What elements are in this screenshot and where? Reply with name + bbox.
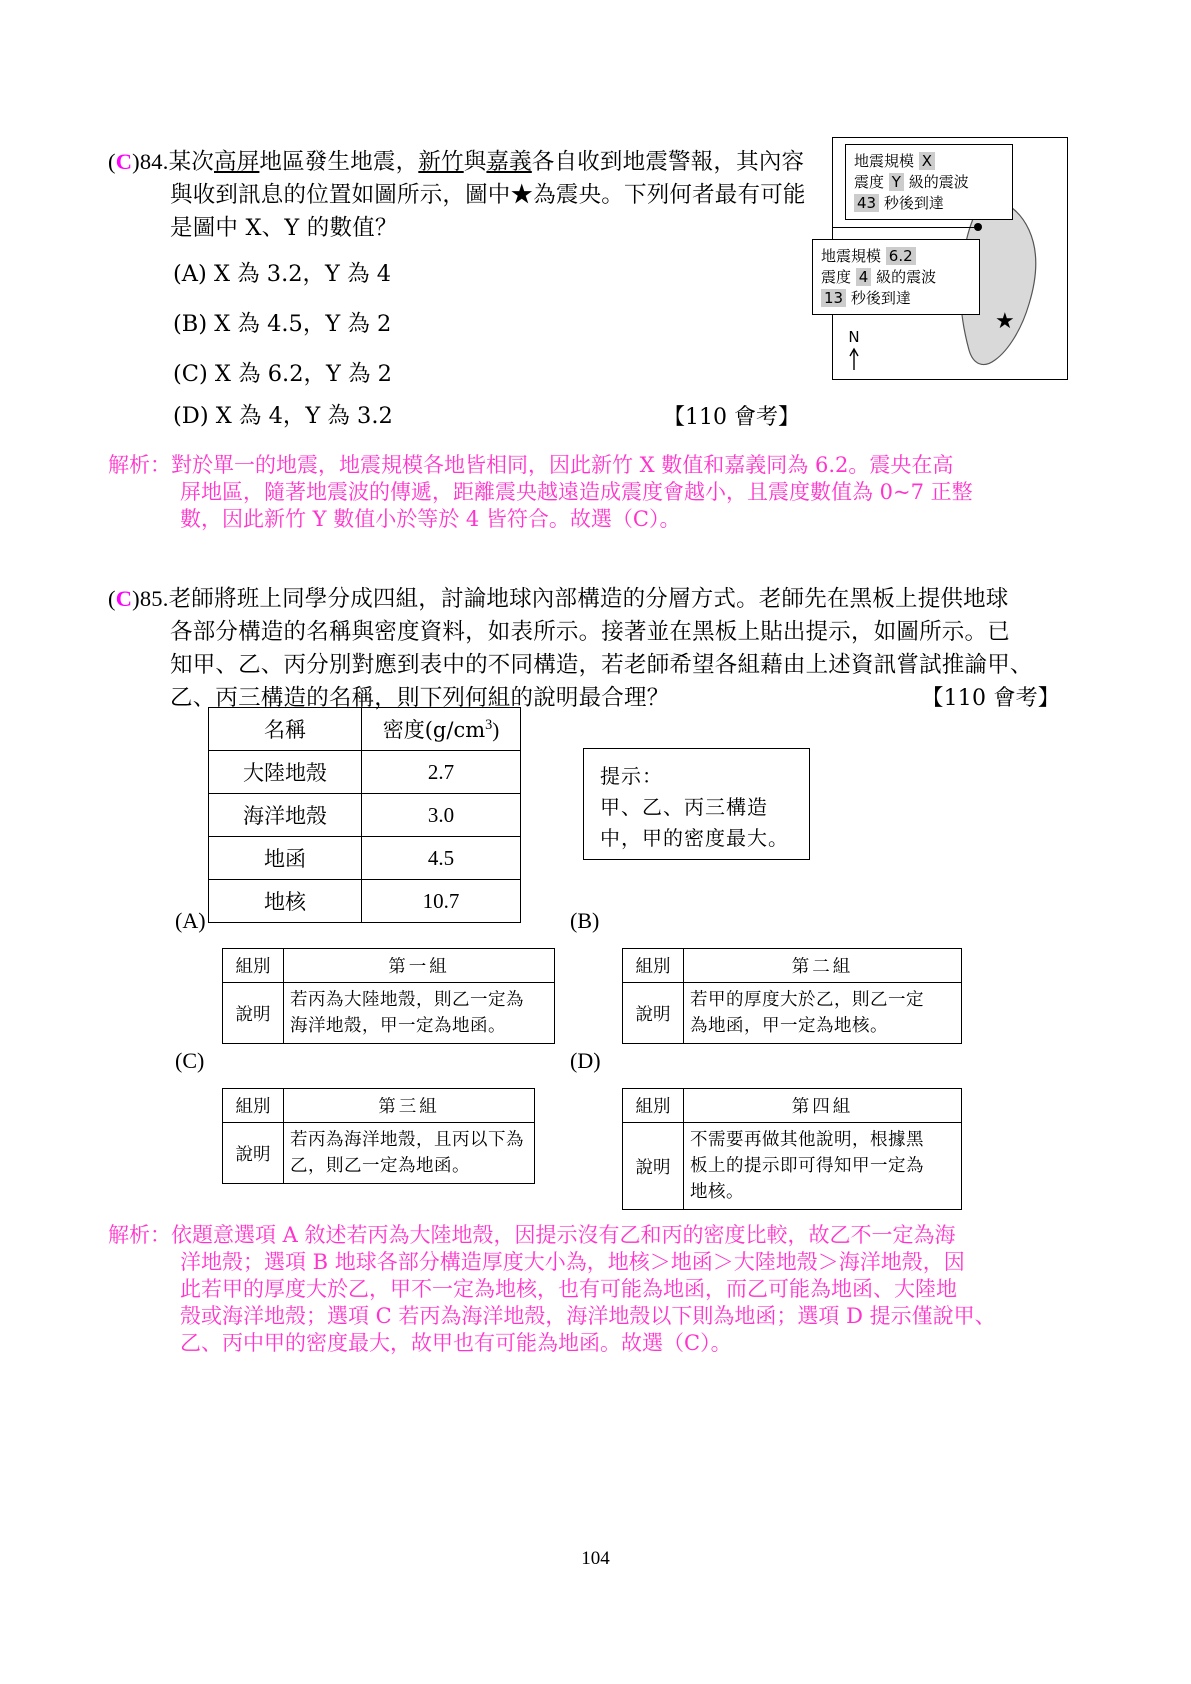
choice-b-desc-header: 說明 <box>623 983 684 1044</box>
choice-a-desc-header: 說明 <box>223 983 284 1044</box>
choice-d-desc-line-1: 不需要再做其他說明，根據黑 <box>690 1130 924 1150</box>
question-84-stem-line-1 <box>108 145 848 179</box>
choice-b-group-table[interactable] <box>622 948 962 1044</box>
callout-top-seconds-suffix: 秒後到達 <box>883 194 944 212</box>
q84-number: 84. <box>139 149 169 174</box>
density-row-3-value: 10.7 <box>362 880 521 923</box>
q85-explanation-line-3: 此若甲的厚度大於乙，甲不一定為地核，也有可能為地函，而乙可能為地函、大陸地 <box>180 1277 957 1301</box>
choice-c-label: (C) <box>175 1048 205 1073</box>
choice-d-key-header: 組別 <box>623 1089 684 1123</box>
q85-explanation-line-5: 乙、丙中甲的密度最大，故甲也有可能為地函。故選（C）。 <box>180 1331 732 1355</box>
callout-top-intensity-value: Y <box>889 173 904 191</box>
question-85-stem-line-1 <box>108 582 1108 616</box>
callout-top-seconds-value: 43 <box>854 194 879 212</box>
density-table-header-row <box>209 708 521 751</box>
callout-bottom-intensity-label: 震度 <box>821 268 852 286</box>
callout-top-line-2 <box>854 172 1004 193</box>
question-84-option-b[interactable]: (B) X 為 4.5，Y 為 2 <box>173 311 392 337</box>
choice-b-title: 第二組 <box>684 949 962 983</box>
density-row-2-name: 地函 <box>209 837 362 880</box>
page-number: 104 <box>581 1548 610 1569</box>
choice-d-group-table[interactable] <box>622 1088 962 1210</box>
table-row <box>223 1123 535 1184</box>
question-85-stem-line-4: 乙、丙三構造的名稱，則下列何組的說明最合理？ <box>170 685 670 711</box>
table-row <box>209 794 521 837</box>
table-row <box>223 983 555 1044</box>
q84-explanation-line-2: 屏地區，隨著地震波的傳遞，距離震央越遠造成震度會越小，且震度數值為 0~7 正整 <box>180 480 973 504</box>
table-row <box>223 949 555 983</box>
choice-a-label: (A) <box>175 908 206 933</box>
choice-c-desc-line-1: 若丙為海洋地殼，且丙以下為 <box>290 1130 524 1150</box>
density-header-post: ) <box>492 718 500 742</box>
callout-bottom-magnitude-label: 地震規模 <box>821 247 882 265</box>
choice-b-desc-line-1: 若甲的厚度大於乙，則乙一定 <box>690 990 924 1010</box>
q85-explanation-line-2: 洋地殼；選項 B 地球各部分構造厚度大小為，地核＞地函＞大陸地殼＞海洋地殼，因 <box>180 1250 965 1274</box>
callout-bottom-seconds-value: 13 <box>821 289 846 307</box>
alert-callout-hsinchu <box>845 144 1013 220</box>
hint-line-3: 中，甲的密度最大。 <box>600 826 789 850</box>
callout-bottom-magnitude-value: 6.2 <box>886 247 916 265</box>
choice-a-key-header: 組別 <box>223 949 284 983</box>
choice-b-desc-line-2: 為地函，甲一定為地核。 <box>690 1016 888 1036</box>
q85-paren-close: ) <box>132 586 140 611</box>
choice-d-desc <box>684 1123 962 1210</box>
callout-top-line-1 <box>854 151 1004 172</box>
choice-d-title: 第四組 <box>684 1089 962 1123</box>
alert-callout-chiayi <box>812 239 980 315</box>
q84-answer-mark: C <box>115 149 133 174</box>
blackboard-hint-box <box>583 748 810 860</box>
choice-a-group-table[interactable] <box>222 948 555 1044</box>
density-table-header-name: 名稱 <box>209 708 362 751</box>
north-letter: N <box>848 328 860 346</box>
question-84-stem-line-2: 與收到訊息的位置如圖所示，圖中★為震央。下列何者最有可能 <box>170 182 806 208</box>
choice-c-group-table[interactable] <box>222 1088 535 1184</box>
q85-number: 85. <box>139 586 169 611</box>
table-row <box>623 949 962 983</box>
question-85-stem-line-2: 各部分構造的名稱與密度資料，如表所示。接著並在黑板上貼出提示，如圖所示。已 <box>170 619 1010 645</box>
q85-explanation-line-1: 依題意選項 A 敘述若丙為大陸地殼，因提示沒有乙和丙的密度比較，故乙不一定為海 <box>171 1223 956 1247</box>
q84-paren-close: ) <box>132 149 140 174</box>
hint-line-2: 甲、乙、丙三構造 <box>600 795 768 819</box>
choice-c-key-header: 組別 <box>223 1089 284 1123</box>
choice-b-key-header: 組別 <box>623 949 684 983</box>
density-table <box>208 707 521 923</box>
q84-stem-u2: 新竹 <box>418 149 464 175</box>
choice-c-desc <box>284 1123 535 1184</box>
question-84-source: 【110 會考】 <box>663 405 800 430</box>
density-row-3-name: 地核 <box>209 880 362 923</box>
q84-explanation-line-1: 對於單一的地震，地震規模各地皆相同，因此新竹 X 數值和嘉義同為 6.2。震央在高 <box>171 453 954 477</box>
choice-a-desc <box>284 983 555 1044</box>
density-header-sup: 3 <box>485 717 493 733</box>
choice-d-label: (D) <box>570 1048 601 1073</box>
choice-a-title: 第一組 <box>284 949 555 983</box>
q85-explanation-line-4: 殼或海洋地殼；選項 C 若丙為海洋地殼，海洋地殼以下則為地函；選項 D 提示僅說甲、 <box>180 1304 996 1328</box>
choice-c-desc-header: 說明 <box>223 1123 284 1184</box>
callout-top-intensity-suffix: 級的震波 <box>908 173 969 191</box>
table-row <box>623 1123 962 1210</box>
callout-top-intensity-label: 震度 <box>854 173 885 191</box>
question-84 <box>108 145 848 245</box>
table-row <box>209 837 521 880</box>
question-84-option-d[interactable]: (D) X 為 4，Y 為 3.2 <box>173 403 393 429</box>
callout-bottom-seconds-suffix: 秒後到達 <box>850 289 911 307</box>
callout-bottom-line-3 <box>821 288 971 309</box>
q85-answer-mark: C <box>115 586 133 611</box>
question-84-stem-line-3: 是圖中 X、Y 的數值？ <box>170 215 398 241</box>
table-row <box>623 1089 962 1123</box>
q84-explanation-line-3: 數，因此新竹 Y 數值小於等於 4 皆符合。故選（C）。 <box>180 507 681 531</box>
callout-top-magnitude-label: 地震規模 <box>854 152 915 170</box>
q84-explanation-first-row <box>108 452 1108 479</box>
question-84-option-a[interactable]: (A) X 為 3.2，Y 為 4 <box>173 261 392 287</box>
choice-a-desc-line-2: 海洋地殼，甲一定為地函。 <box>290 1016 506 1036</box>
density-table-header-density <box>362 708 521 751</box>
choice-b-label: (B) <box>570 908 600 933</box>
density-row-0-name: 大陸地殼 <box>209 751 362 794</box>
callout-top-line-3 <box>854 193 1004 214</box>
q84-explanation-label: 解析： <box>108 453 171 477</box>
density-row-0-value: 2.7 <box>362 751 521 794</box>
question-85-source: 【110 會考】 <box>921 686 1060 711</box>
callout-bottom-line-2 <box>821 267 971 288</box>
question-85-explanation <box>108 1222 1108 1357</box>
question-85 <box>108 582 1108 715</box>
q84-stem-c: 與 <box>463 149 487 175</box>
callout-bottom-intensity-value: 4 <box>856 268 872 286</box>
density-row-1-value: 3.0 <box>362 794 521 837</box>
table-row <box>209 751 521 794</box>
q84-stem-u3: 嘉義 <box>486 149 532 175</box>
question-85-stem-line-3: 知甲、乙、丙分別對應到表中的不同構造，若老師希望各組藉由上述資訊嘗試推論甲、 <box>170 652 1033 678</box>
q85-explanation-first-row <box>108 1222 1108 1249</box>
q84-stem-u1: 高屏 <box>214 149 260 175</box>
density-header-pre: 密度(g/cm <box>382 718 486 742</box>
table-row <box>209 880 521 923</box>
callout-bottom-line-1 <box>821 246 971 267</box>
hint-line-1: 提示： <box>600 764 663 788</box>
density-row-1-name: 海洋地殼 <box>209 794 362 837</box>
question-84-option-c[interactable]: (C) X 為 6.2，Y 為 2 <box>173 361 393 387</box>
epicenter-star-icon: ★ <box>995 308 1015 333</box>
q85-stem-a: 老師將班上同學分成四組，討論地球內部構造的分層方式。老師先在黑板上提供地球 <box>168 586 1009 612</box>
choice-b-desc <box>684 983 962 1044</box>
north-arrow-icon <box>847 330 861 371</box>
density-row-2-value: 4.5 <box>362 837 521 880</box>
q84-stem-d: 各自收到地震警報，其內容 <box>531 149 805 175</box>
q84-stem-b: 地區發生地震， <box>259 149 419 175</box>
question-84-explanation <box>108 452 1108 533</box>
table-row <box>623 983 962 1044</box>
q85-explanation-label: 解析： <box>108 1223 171 1247</box>
choice-c-title: 第三組 <box>284 1089 535 1123</box>
callout-bottom-intensity-suffix: 級的震波 <box>876 268 937 286</box>
q85-paren-open: ( <box>108 586 116 611</box>
callout-top-magnitude-value: X <box>919 152 935 170</box>
table-row <box>223 1089 535 1123</box>
choice-d-desc-header: 說明 <box>623 1123 684 1210</box>
q84-paren-open: ( <box>108 149 116 174</box>
choice-c-desc-line-2: 乙，則乙一定為地函。 <box>290 1156 470 1176</box>
choice-a-desc-line-1: 若丙為大陸地殼，則乙一定為 <box>290 990 524 1010</box>
choice-d-desc-line-2: 板上的提示即可得知甲一定為 <box>690 1156 924 1176</box>
choice-d-desc-line-3: 地核。 <box>690 1182 744 1202</box>
leader-line-top <box>833 227 978 228</box>
q84-stem-a: 某次 <box>168 149 214 175</box>
